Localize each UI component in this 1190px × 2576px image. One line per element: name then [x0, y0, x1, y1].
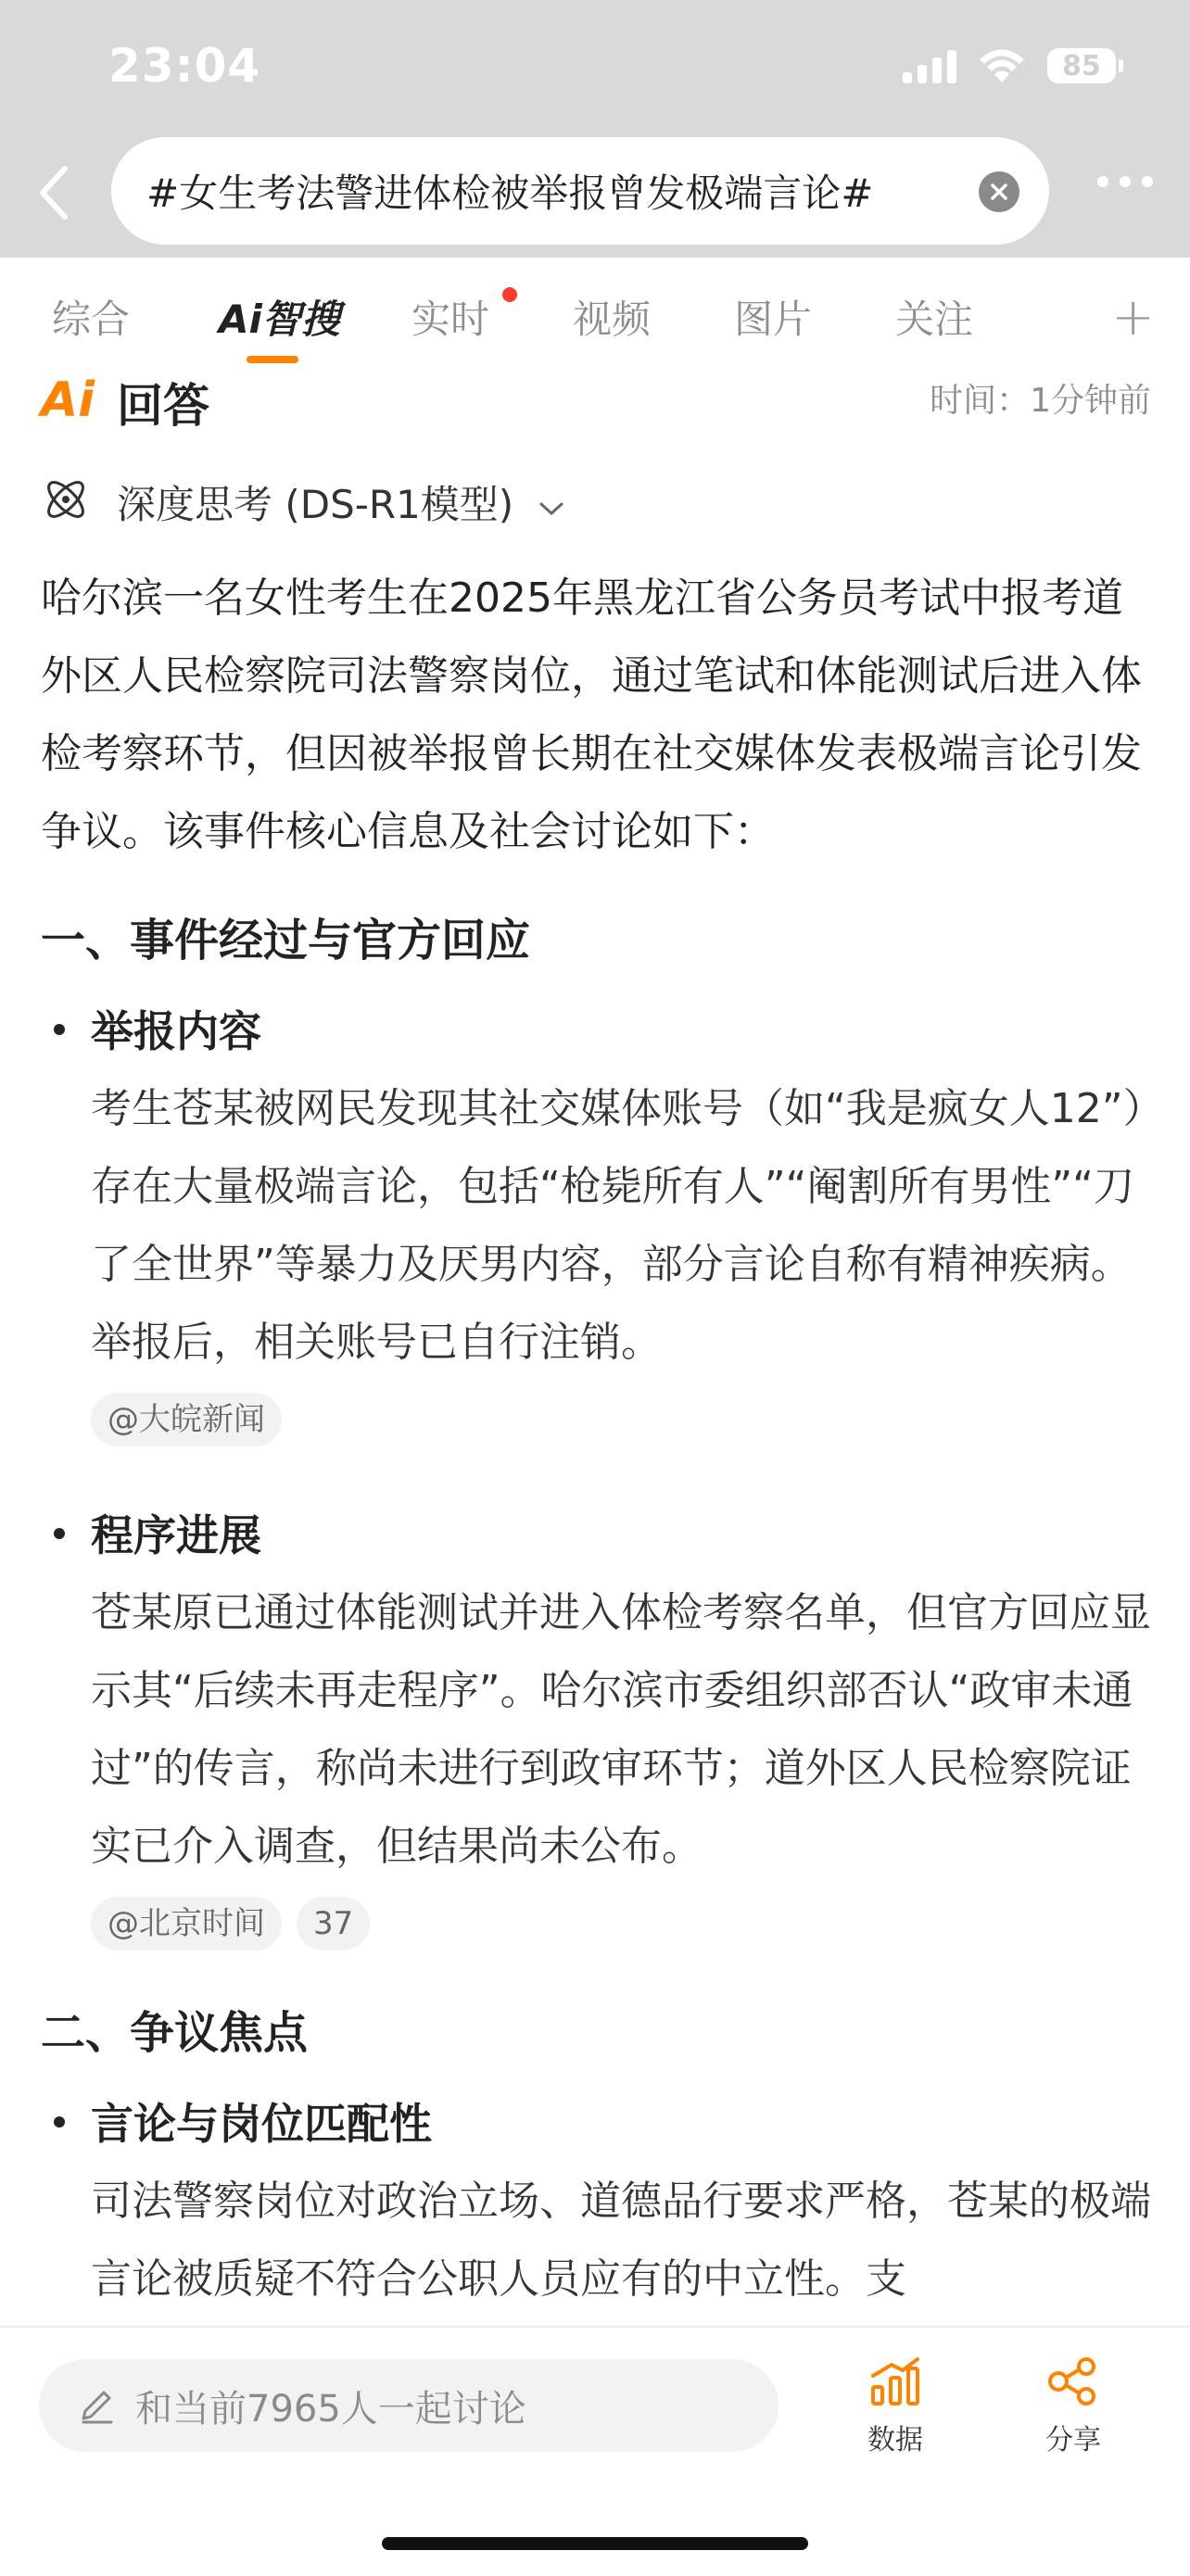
intro-paragraph: 哈尔滨一名女性考生在2025年黑龙江省公务员考试中报考道外区人民检察院司法警察岗位，通过笔试和体能测试后进入体检考察环节，但因被举报曾长期在社交媒体发表极端言论引发争议。该事件核心信息及社会讨论如下：: [41, 575, 1142, 855]
bullet-text: 考生苍某被网民发现其社交媒体账号（如“我是疯女人12”）存在大量极端言论，包括“枪毙所有人”“阉割所有男性”“刀了全世界”等暴力及厌男内容，部分言论自称有精神疾病。举报后，相关账号已自行注销。: [91, 1085, 1144, 1366]
bullet-title: 言论与岗位匹配性: [91, 2099, 432, 2149]
discussion-input[interactable]: [39, 2359, 779, 2452]
discussion-placeholder: 和当前7965人一起讨论: [135, 2387, 526, 2431]
answer-time: 时间：1分钟前: [930, 382, 1151, 420]
back-button[interactable]: [26, 165, 82, 221]
chevron-down-icon: [538, 499, 565, 518]
status-time: 23:04: [108, 39, 261, 93]
tab-bar: [0, 267, 1190, 369]
tab-realtime[interactable]: 实时: [411, 297, 490, 342]
source-chip[interactable]: @北京时间: [91, 1897, 282, 1951]
bullet-text: 苍某原已通过体能测试并进入体检考察名单，但官方回应显示其“后续未再走程序”。哈尔滨市委组织部否认“政审未通过”的传言，称尚未进行到政审环节；道外区人民检察院证实已介入调查，但结果尚未公布。: [91, 1589, 1151, 1870]
battery-icon: 85: [1047, 48, 1116, 83]
data-label: 数据: [867, 2424, 923, 2456]
bullet-item: [41, 1496, 1153, 1951]
wifi-icon: [977, 47, 1027, 84]
cellular-signal-icon: [903, 48, 956, 83]
bullet-item: [41, 2085, 1153, 2318]
bullet-title: 程序进展: [91, 1510, 261, 1560]
answer-content: [41, 560, 1153, 2318]
deep-think-label: 深度思考 (DS-R1模型): [117, 482, 514, 527]
search-input[interactable]: [111, 137, 1049, 245]
data-button[interactable]: [840, 2355, 951, 2457]
bullet-title: 举报内容: [91, 1006, 261, 1056]
add-tab-icon[interactable]: +: [1111, 287, 1155, 347]
deep-think-toggle[interactable]: [117, 474, 565, 530]
share-button[interactable]: [1018, 2355, 1129, 2457]
atom-icon: [41, 474, 91, 524]
bullet-text: 司法警察岗位对政治立场、道德品行要求严格，苍某的极端言论被质疑不符合公职人员应有的中立性。支: [91, 2178, 1151, 2303]
share-label: 分享: [1045, 2424, 1101, 2456]
active-tab-indicator: [247, 356, 298, 363]
section-heading: 二、争议焦点: [41, 2007, 309, 2059]
realtime-badge-dot: [502, 287, 517, 302]
answer-title: 回答: [117, 379, 209, 433]
tab-comprehensive[interactable]: 综合: [52, 297, 131, 342]
chevron-left-icon: [35, 165, 72, 221]
search-query: #女生考法警进体检被举报曾发极端言论#: [146, 170, 874, 216]
more-options-button[interactable]: [1097, 176, 1153, 187]
share-icon: [1045, 2355, 1101, 2407]
section-heading: 一、事件经过与官方回应: [41, 915, 531, 966]
ai-logo: Ai: [41, 373, 95, 428]
tab-video[interactable]: 视频: [573, 297, 652, 342]
tab-ai-search[interactable]: Ai智搜: [219, 297, 340, 342]
close-icon: [990, 183, 1008, 201]
tab-images[interactable]: 图片: [734, 297, 813, 342]
source-count-chip[interactable]: 37: [297, 1897, 370, 1951]
header-bar: [0, 0, 1190, 258]
pencil-icon: [76, 2385, 117, 2426]
source-chip[interactable]: @大皖新闻: [91, 1393, 282, 1446]
bullet-item: [41, 992, 1153, 1446]
clear-search-button[interactable]: [979, 171, 1019, 212]
home-indicator: [382, 2537, 808, 2550]
bar-chart-icon: [867, 2355, 923, 2407]
status-icons: [903, 44, 1116, 87]
tab-follow[interactable]: 关注: [895, 297, 974, 342]
